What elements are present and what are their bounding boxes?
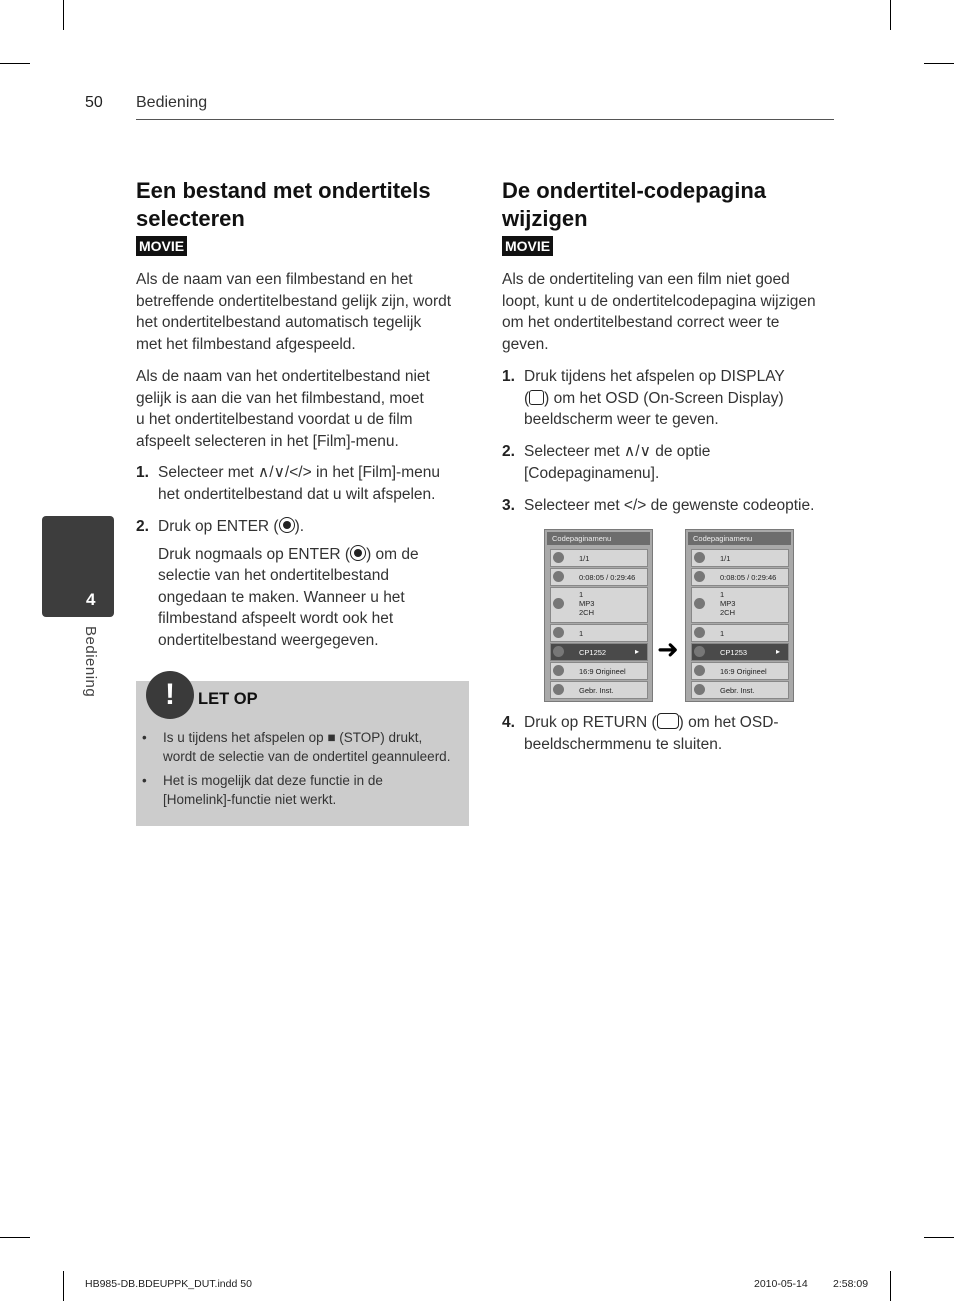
time-icon: [694, 571, 705, 582]
footer-time: 2:58:09: [833, 1278, 869, 1290]
left-paragraph-1: Als de naam van een filmbestand en het betreffende ondertitelbestand gelijk zijn, wordt het ondertitelbestand automatisch tegelijk met het filmbestand afgespeeld.: [136, 271, 452, 353]
chapter-label: Bediening: [82, 626, 99, 698]
arrow-right-icon: ➜: [657, 634, 679, 664]
enter-icon: [350, 545, 366, 561]
audio-icon: [694, 598, 705, 609]
time-icon: [553, 571, 564, 582]
section-title: Bediening: [136, 94, 208, 111]
left-step-1: 1. Selecteer met ∧/∨/</> in het [Film]-menu het ondertitelbestand dat u wilt afspelen.: [136, 464, 440, 503]
right-step-4: 4. Druk op RETURN ( ) om het OSD- beeldschermmenu te sluiten.: [502, 714, 779, 753]
note-bullet-1: • Is u tijdens het afspelen op ■ (STOP) drukt, wordt de selectie van de ondertitel geannuleerd.: [142, 730, 451, 764]
left-heading: Een bestand met ondertitels selecteren: [136, 178, 431, 231]
crop-mark: [63, 1271, 64, 1301]
right-heading: De ondertitel-codepagina wijzigen: [502, 178, 767, 231]
settings-icon: [553, 684, 564, 695]
movie-badge: MOVIE: [502, 236, 553, 256]
osd-screen-after: Codepaginamenu 1/1 0:08:05 / 0:29:46 1 MP3 2CH 1 CP1253 ▸ 16:9 Origineel Gebr. Inst.: [685, 529, 794, 702]
crop-mark: [63, 0, 64, 30]
right-step-2: 2. Selecteer met ∧/∨ de optie [Codepaginamenu].: [502, 443, 711, 482]
aspect-icon: [553, 665, 564, 676]
left-step-2: 2. Druk op ENTER ( ). Druk nogmaals op ENTER ( ) om de selectie van het ondertitelbestand ongedaan te maken. Wanneer u het filmbestand afspeelt wordt ook het ondertitelbestand weergegeven.: [136, 518, 419, 649]
note-title: LET OP: [198, 690, 258, 708]
codepage-icon: [694, 646, 705, 657]
footer-date: 2010-05-14: [754, 1278, 808, 1290]
settings-icon: [694, 684, 705, 695]
codepage-icon: [553, 646, 564, 657]
crop-mark: [890, 1271, 891, 1301]
subtitle-icon: [694, 627, 705, 638]
crop-mark: [924, 63, 954, 64]
title-icon: [553, 552, 564, 563]
note-bullet-2: • Het is mogelijk dat deze functie in de [Homelink]-functie niet werkt.: [142, 773, 383, 807]
page-number: 50: [85, 94, 103, 111]
crop-mark: [924, 1237, 954, 1238]
header-divider: [136, 119, 834, 120]
subtitle-icon: [553, 627, 564, 638]
right-step-1: 1. Druk tijdens het afspelen op DISPLAY ( ) om het OSD (On-Screen Display) beeldscherm weer te geven.: [502, 368, 785, 428]
footer-filename: HB985-DB.BDEUPPK_DUT.indd 50: [85, 1278, 252, 1290]
crop-mark: [0, 1237, 30, 1238]
crop-mark: [890, 0, 891, 30]
osd-screen-before: Codepaginamenu 1/1 0:08:05 / 0:29:46 1 MP3 2CH 1 CP1252 ▸ 16:9 Origineel Gebr. Inst.: [544, 529, 653, 702]
chapter-number: 4: [86, 590, 96, 609]
crop-mark: [0, 63, 30, 64]
aspect-icon: [694, 665, 705, 676]
warning-icon: !: [146, 671, 194, 719]
left-paragraph-2: Als de naam van het ondertitelbestand niet gelijk is aan die van het filmbestand, moet u het ondertitelbestand voordat u de film afspeelt selecteren in het [Film]-menu.: [136, 368, 430, 450]
enter-icon: [279, 517, 295, 533]
title-icon: [694, 552, 705, 563]
return-icon: [657, 713, 679, 729]
display-icon: [529, 390, 544, 405]
right-paragraph-1: Als de ondertiteling van een film niet goed loopt, kunt u de ondertitelcodepagina wijzigen om het ondertitelbestand correct weer te geven.: [502, 271, 816, 353]
right-step-3: 3. Selecteer met </> de gewenste codeoptie.: [502, 497, 815, 514]
movie-badge: MOVIE: [136, 236, 187, 256]
audio-icon: [553, 598, 564, 609]
